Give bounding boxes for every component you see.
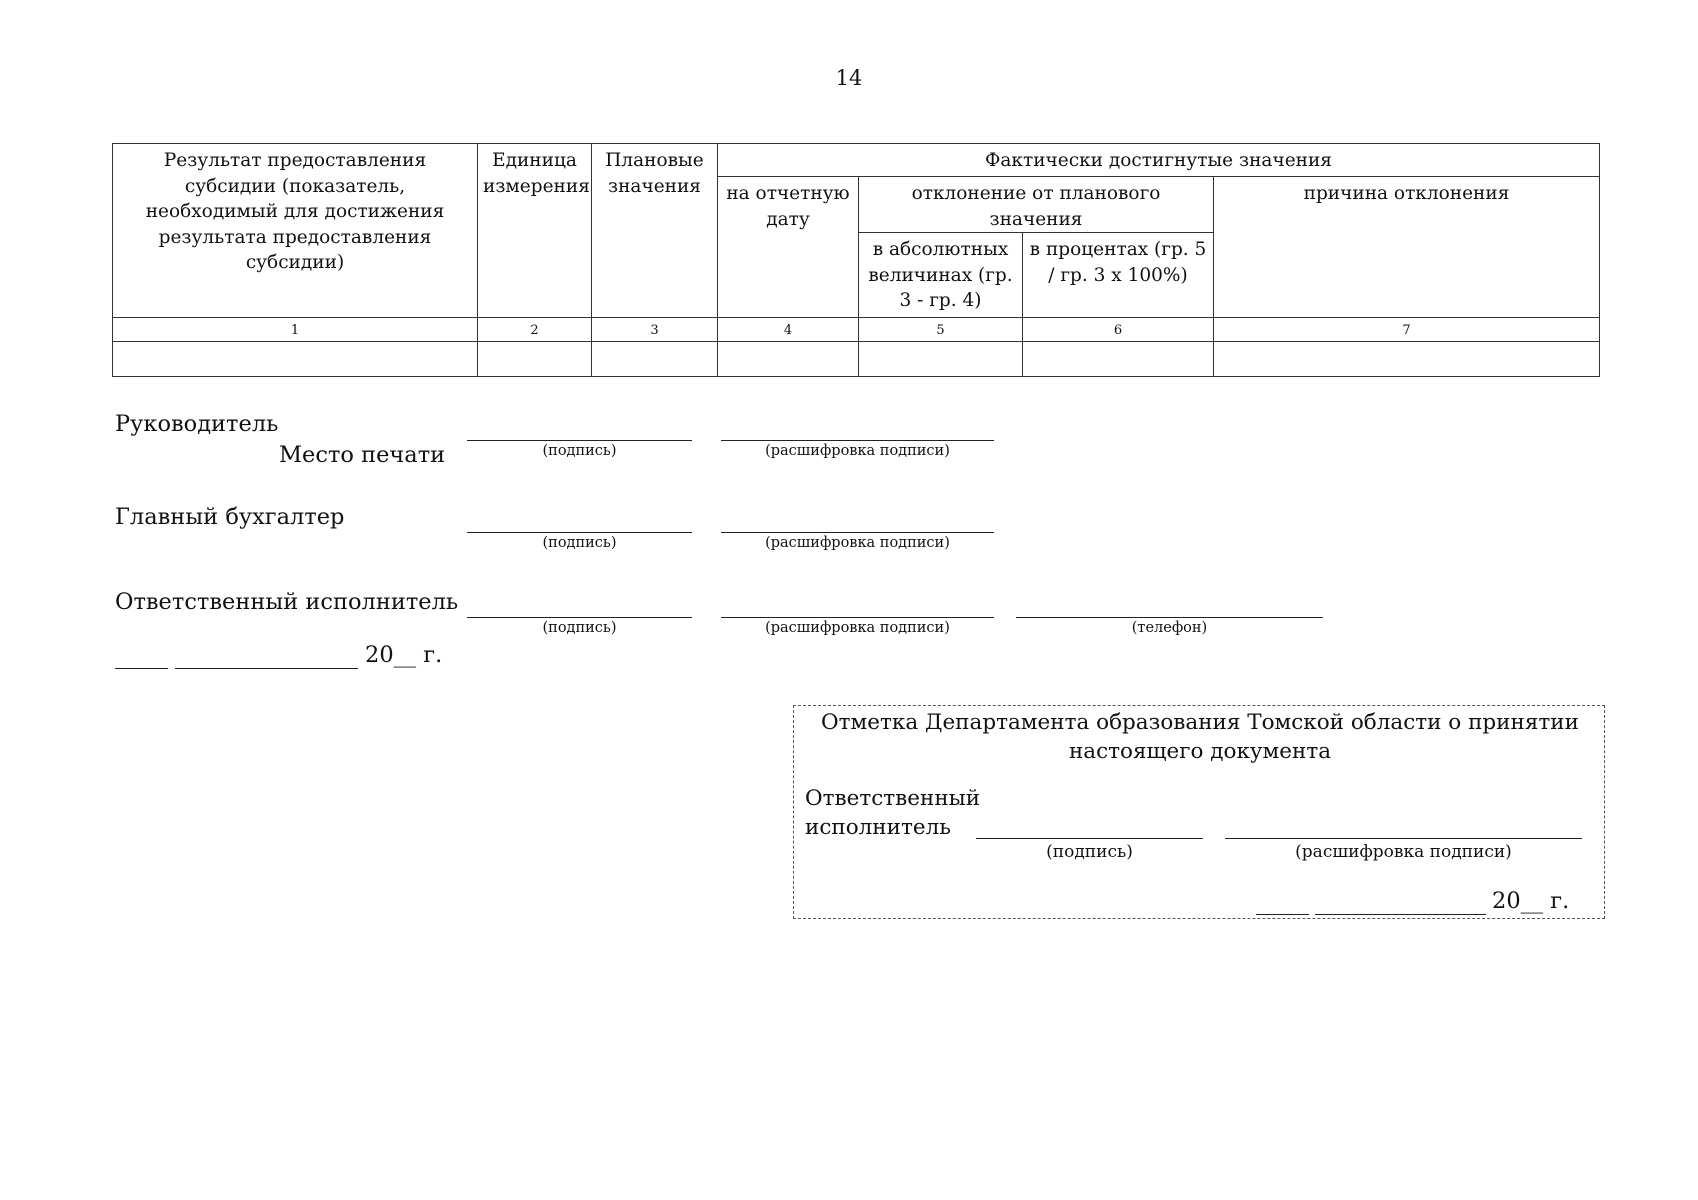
executor-phone-line[interactable] <box>1016 617 1323 618</box>
executor-name-line[interactable] <box>721 617 994 618</box>
deviation-group-header: отклонение от планового значения <box>859 177 1214 233</box>
col6-header: в процентах (гр. 5 / гр. 3 х 100%) <box>1023 233 1214 318</box>
col4-header: на отчетную дату <box>718 177 859 318</box>
page-number: 14 <box>835 66 863 90</box>
table-cell[interactable] <box>1214 342 1600 377</box>
phone-caption: (телефон) <box>1131 620 1208 636</box>
table-cell[interactable] <box>859 342 1023 377</box>
accountant-name-line[interactable] <box>721 532 994 533</box>
col5-header: в абсолютных величинах (гр. 3 - гр. 4) <box>859 233 1023 318</box>
department-decode-caption: (расшифровка подписи) <box>1295 842 1512 862</box>
decode-caption: (расшифровка подписи) <box>765 535 950 551</box>
table-row <box>113 342 1600 377</box>
department-box-heading: Отметка Департамента образования Томской области о принятии настоящего документа <box>821 710 1579 765</box>
accountant-signature-line[interactable] <box>467 532 692 533</box>
column-number: 2 <box>478 318 592 342</box>
col2-header: Единица измерения <box>478 144 592 318</box>
column-number: 3 <box>592 318 718 342</box>
head-signature-line[interactable] <box>467 440 692 441</box>
actual-values-group-header: Фактически достигнутые значения <box>718 144 1600 177</box>
column-number: 6 <box>1023 318 1214 342</box>
head-name-line[interactable] <box>721 440 994 441</box>
table-cell[interactable] <box>113 342 478 377</box>
date-day-line[interactable] <box>115 668 168 669</box>
signature-caption: (подпись) <box>542 443 617 459</box>
executor-signature-line[interactable] <box>467 617 692 618</box>
column-number: 7 <box>1214 318 1600 342</box>
table-cell[interactable] <box>1023 342 1214 377</box>
decode-caption: (расшифровка подписи) <box>765 443 950 459</box>
head-label: Руководитель <box>115 411 279 437</box>
department-signature-line[interactable] <box>976 838 1203 839</box>
department-date-day-line[interactable] <box>1256 914 1309 915</box>
column-number: 5 <box>859 318 1023 342</box>
date-year-text: 20__ г. <box>365 642 443 668</box>
department-acceptance-box <box>793 705 1605 919</box>
decode-caption: (расшифровка подписи) <box>765 620 950 636</box>
signature-caption: (подпись) <box>542 620 617 636</box>
department-signature-caption: (подпись) <box>1046 842 1133 862</box>
col1-header: Результат предоставления субсидии (показатель, необходимый для достижения результата предоставления субсидии) <box>113 144 478 318</box>
column-number: 4 <box>718 318 859 342</box>
column-number: 1 <box>113 318 478 342</box>
executor-label: Ответственный исполнитель <box>115 589 459 615</box>
table-cell[interactable] <box>592 342 718 377</box>
department-executor-label: Ответственный исполнитель <box>805 786 981 841</box>
date-month-line[interactable] <box>175 668 358 669</box>
department-date-year-text: 20__ г. <box>1492 888 1570 914</box>
department-name-line[interactable] <box>1225 838 1582 839</box>
subsidy-results-table <box>112 143 1600 377</box>
col7-header: причина отклонения <box>1214 177 1600 318</box>
department-date-month-line[interactable] <box>1315 914 1486 915</box>
table-cell[interactable] <box>718 342 859 377</box>
stamp-label: Место печати <box>279 442 446 468</box>
accountant-label: Главный бухгалтер <box>115 504 345 530</box>
col3-header: Плановые значения <box>592 144 718 318</box>
table-cell[interactable] <box>478 342 592 377</box>
signature-caption: (подпись) <box>542 535 617 551</box>
